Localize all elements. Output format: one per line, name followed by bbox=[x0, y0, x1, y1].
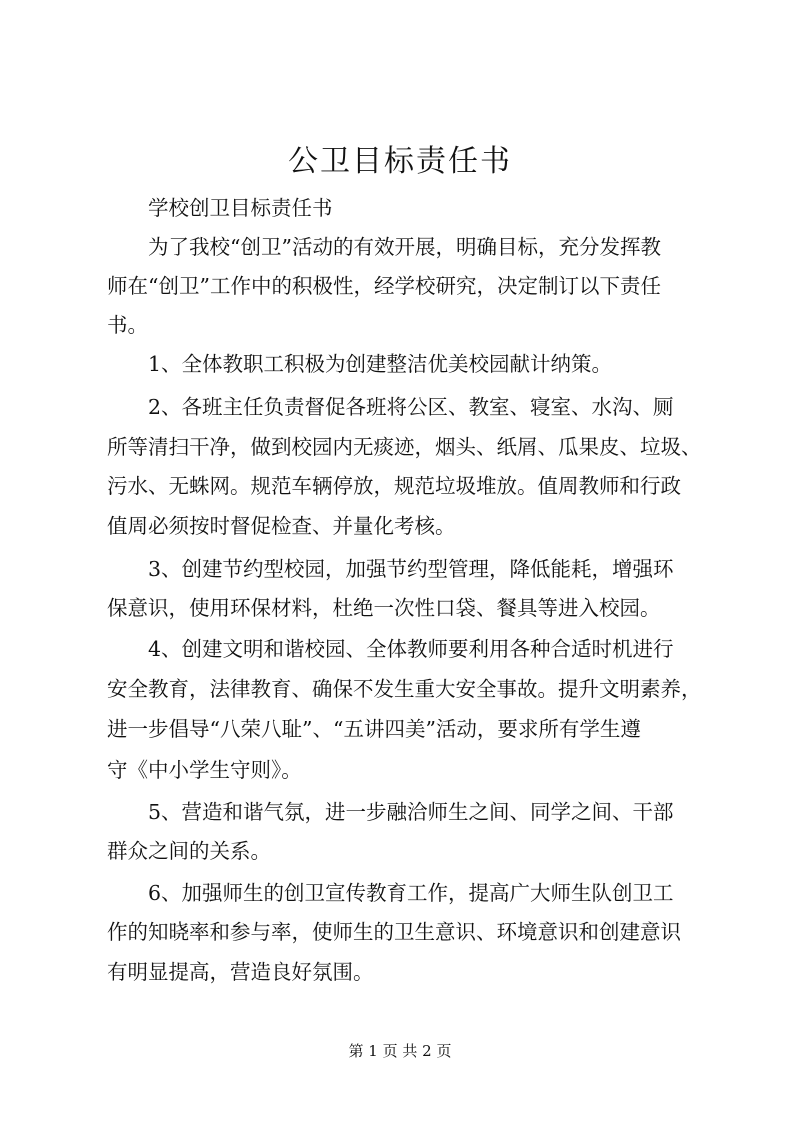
paragraph-line: 师在“创卫”工作中的积极性，经学校研究，决定制订以下责任 bbox=[107, 274, 661, 298]
page-number-footer: 第 1 页 共 2 页 bbox=[348, 1042, 452, 1060]
paragraph-line: 进一步倡导“八荣八耻”、“五讲四美”活动，要求所有学生遵 bbox=[107, 717, 641, 741]
paragraph-line: 群众之间的关系。 bbox=[107, 839, 271, 863]
paragraph-line: 保意识，使用环保材料，杜绝一次性口袋、餐具等进入校园。 bbox=[107, 596, 661, 620]
paragraph-line: 6、加强师生的创卫宣传教育工作，提高广大师生队创卫工 bbox=[148, 881, 674, 905]
paragraph-line: 书。 bbox=[107, 313, 148, 337]
paragraph-line: 安全教育，法律教育、确保不发生重大安全事故。提升文明素养， bbox=[107, 677, 702, 701]
paragraph-line: 2、各班主任负责督促各班将公区、教室、寝室、水沟、厕 bbox=[148, 395, 674, 419]
document-title: 公卫目标责任书 bbox=[288, 144, 512, 179]
paragraph-line: 4、创建文明和谐校园、全体教师要利用各种合适时机进行 bbox=[148, 637, 674, 661]
paragraph-line: 值周必须按时督促检查、并量化考核。 bbox=[107, 514, 456, 538]
document-subtitle: 学校创卫目标责任书 bbox=[148, 196, 333, 220]
paragraph-line: 守《中小学生守则》。 bbox=[107, 758, 302, 782]
paragraph-line: 3、创建节约型校园，加强节约型管理，降低能耗，增强环 bbox=[148, 557, 674, 581]
paragraph-line: 所等清扫干净，做到校园内无痰迹，烟头、纸屑、瓜果皮、垃圾、 bbox=[107, 435, 702, 459]
paragraph-line: 5、营造和谐气氛，进一步融洽师生之间、同学之间、干部 bbox=[148, 800, 674, 824]
paragraph-line: 污水、无蛛网。规范车辆停放，规范垃圾堆放。值周教师和行政 bbox=[107, 474, 681, 498]
paragraph-line: 1、全体教职工积极为创建整洁优美校园献计纳策。 bbox=[148, 352, 613, 376]
paragraph-line: 为了我校“创卫”活动的有效开展，明确目标，充分发挥教 bbox=[148, 235, 661, 259]
paragraph-line: 有明显提高，营造良好氛围。 bbox=[107, 960, 374, 984]
paragraph-line: 作的知晓率和参与率，使师生的卫生意识、环境意识和创建意识 bbox=[107, 920, 681, 944]
